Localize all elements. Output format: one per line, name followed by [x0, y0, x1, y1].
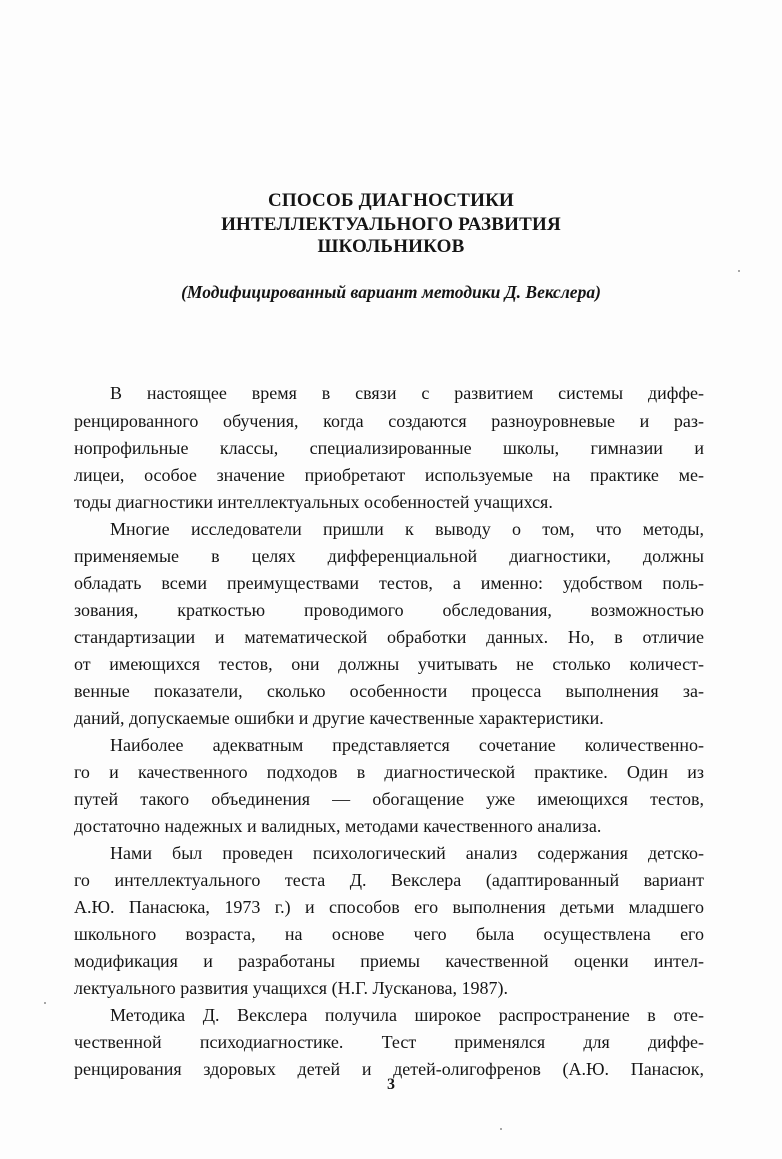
page-title-line-1: СПОСОБ ДИАГНОСТИКИ	[267, 190, 515, 211]
text-line: школьного возраста, на основе чего была осуществлена его	[74, 924, 704, 944]
text-line: применяемые в целях дифференциальной диагностики, должны	[74, 546, 704, 566]
text-line: лектуального развития учащихся (Н.Г. Лусканова, 1987).	[74, 978, 509, 998]
text-line: го интеллектуального теста Д. Векслера (адаптированный вариант	[74, 870, 704, 890]
scan-speck	[500, 1128, 502, 1130]
text-line: венные показатели, сколько особенности процесса выполнения за-	[74, 681, 704, 701]
page-title-line-3: ШКОЛЬНИКОВ	[317, 236, 465, 257]
scan-speck	[738, 270, 740, 272]
page-number: 3	[387, 1076, 395, 1093]
text-line: В настоящее время в связи с развитием системы диффе-	[110, 383, 704, 403]
text-line: го и качественного подходов в диагностической практике. Один из	[74, 762, 704, 782]
text-line: чественной психодиагностике. Тест применялся для диффе-	[74, 1032, 704, 1052]
text-line: даний, допускаемые ошибки и другие качественные характеристики.	[74, 708, 604, 728]
text-line: зования, краткостью проводимого обследования, возможностью	[74, 600, 704, 620]
text-line: А.Ю. Панасюка, 1973 г.) и способов его выполнения детьми младшего	[74, 897, 704, 917]
text-line: Методика Д. Векслера получила широкое распространение в оте-	[110, 1005, 704, 1025]
text-line: Наиболее адекватным представляется сочетание количественно-	[110, 735, 704, 755]
text-line: достаточно надежных и валидных, методами качественного анализа.	[74, 816, 602, 836]
text-line: ренцирования здоровых детей и детей-олигофренов (А.Ю. Панасюк,	[74, 1059, 704, 1079]
text-line: обладать всеми преимуществами тестов, а именно: удобством поль-	[74, 573, 704, 593]
text-line: Многие исследователи пришли к выводу о том, что методы,	[110, 519, 704, 539]
text-line: тоды диагностики интеллектуальных особенностей учащихся.	[74, 492, 553, 512]
text-line: стандартизации и математической обработки данных. Но, в отличие	[74, 627, 704, 647]
page-subtitle: (Модифицированный вариант методики Д. Векслера)	[181, 282, 601, 302]
text-line: лицеи, особое значение приобретают используемые на практике ме-	[74, 465, 704, 485]
text-line: путей такого объединения — обогащение уже имеющихся тестов,	[74, 789, 704, 809]
scan-speck	[44, 1002, 46, 1004]
text-line: нопрофильные классы, специализированные школы, гимназии и	[74, 438, 704, 458]
text-line: Нами был проведен психологический анализ содержания детско-	[110, 843, 704, 863]
page-title-line-2: ИНТЕЛЛЕКТУАЛЬНОГО РАЗВИТИЯ	[221, 214, 561, 235]
text-line: от имеющихся тестов, они должны учитывать не столько количест-	[74, 654, 704, 674]
text-line: ренцированного обучения, когда создаются разноуровневые и раз-	[74, 411, 704, 431]
text-line: модификация и разработаны приемы качественной оценки интел-	[74, 951, 704, 971]
